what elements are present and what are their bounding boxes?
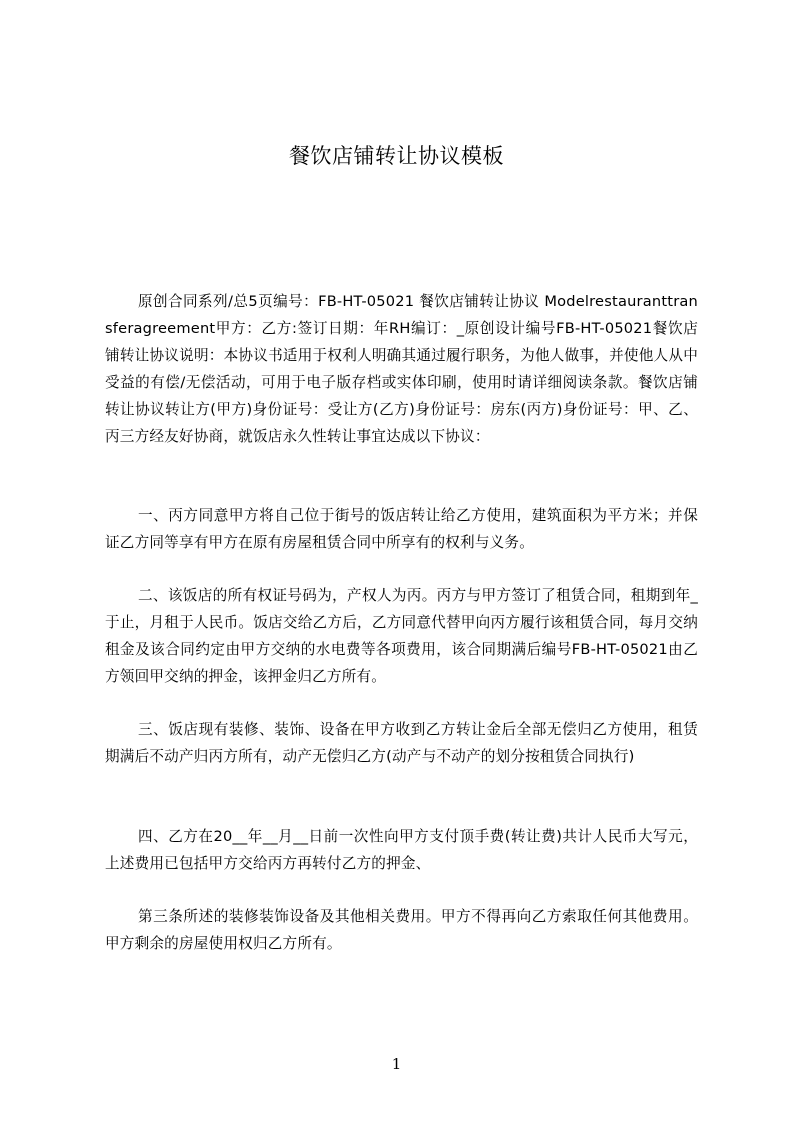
page-number: 1 (391, 1055, 402, 1073)
clause-two-paragraph: 二、该饭店的所有权证号码为，产权人为丙。丙方与甲方签订了租赁合同，租期到年_于止，月租于人民币。饭店交给乙方后，乙方同意代替甲向丙方履行该租赁合同，每月交纳租金及该合同约定由甲方交纳的水电费等各项费用，该合同期满后编号FB-HT-05021由乙方领回甲交纳的押金，该押金归乙方所有。 (105, 587, 698, 685)
continuation-paragraph: 第三条所述的装修装饰设备及其他相关费用。甲方不得再向乙方索取任何其他费用。甲方剩余的房屋使用权归乙方所有。 (105, 908, 698, 952)
clause-four-paragraph: 四、乙方在20__年__月__日前一次性向甲方支付顶手费(转让费)共计人民币大写元，上述费用已包括甲方交给丙方再转付乙方的押金、 (105, 828, 698, 872)
clause-one-paragraph: 一、丙方同意甲方将自己位于街号的饭店转让给乙方使用，建筑面积为平方米；并保证乙方同等享有甲方在原有房屋租赁合同中所享有的权利与义务。 (105, 507, 698, 551)
intro-paragraph: 原创合同系列/总5页编号：FB-HT-05021 餐饮店铺转让协议 Modelrestauranttransferagreement甲方：乙方:签订日期：年RH编订：_原创设计编号FB-HT-05021餐饮店铺转让协议说明：本协议书适用于权利人明确其通过履行职务，为他人做事，并使他人从中受益的有偿/无偿活动，可用于电子版存档或实体印刷，使用时请详细阅读条款。餐饮店铺转让协议转让方(甲方)身份证号：受让方(乙方)身份证号：房东(丙方)身份证号：甲、乙、丙三方经友好协商，就饭店永久性转让事宜达成以下协议： (105, 293, 698, 445)
document-title: 餐饮店铺转让协议模板 (289, 144, 504, 168)
clause-three-paragraph: 三、饭店现有装修、装饰、设备在甲方收到乙方转让金后全部无偿归乙方使用，租赁期满后不动产归丙方所有，动产无偿归乙方(动产与不动产的划分按租赁合同执行) (105, 721, 698, 765)
